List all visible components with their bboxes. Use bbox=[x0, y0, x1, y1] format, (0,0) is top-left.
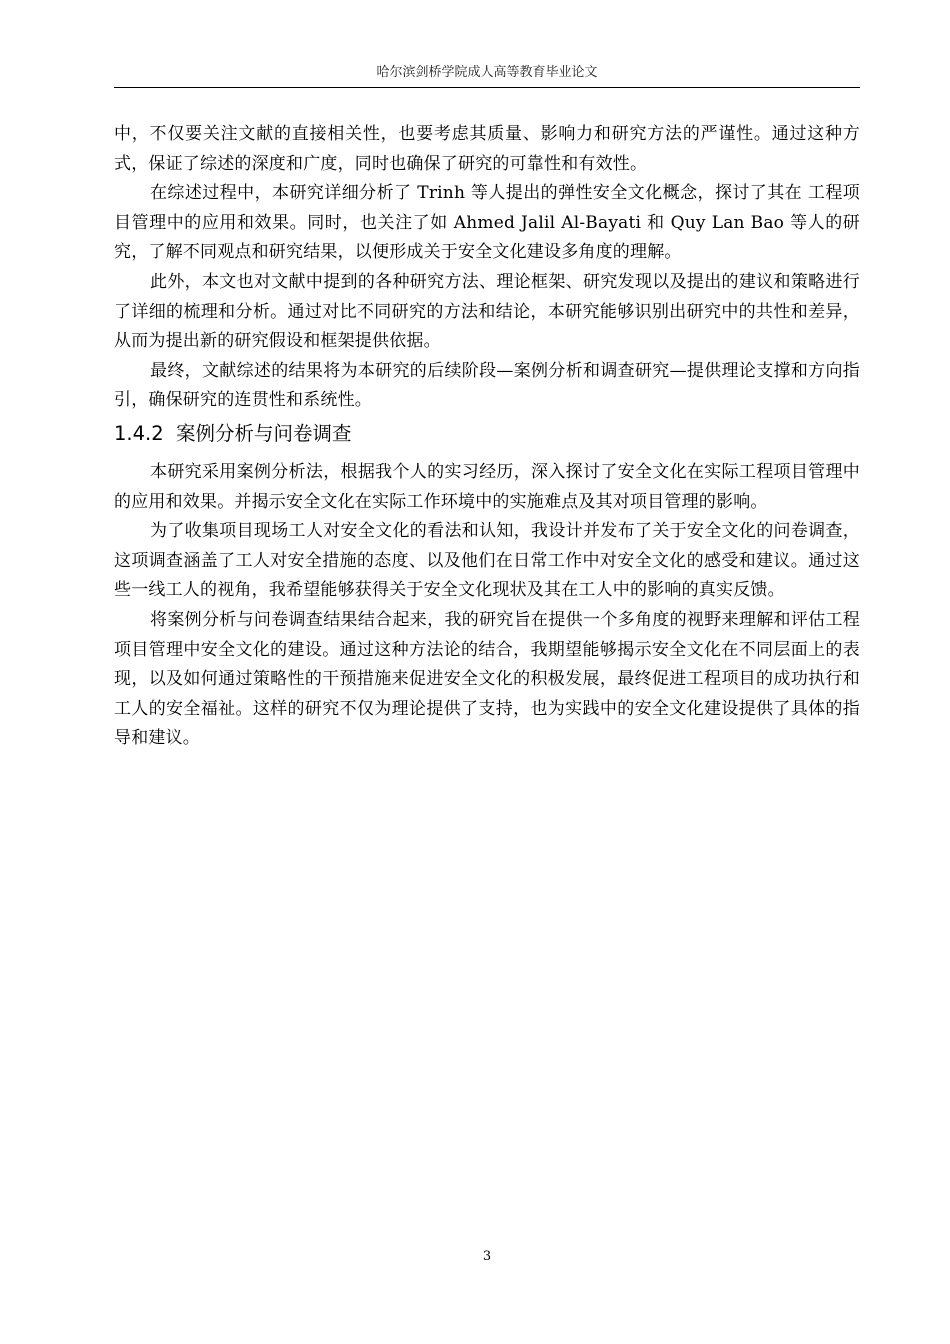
paragraph: 将案例分析与问卷调查结果结合起来，我的研究旨在提供一个多角度的视野来理解和评估工程项目管理中安全文化的建设。通过这种方法论的结合，我期望能够揭示安全文化在不同层面上的表现，以及如何通过策略性的干预措施来促进安全文化的积极发展，最终促进工程项目的成功执行和工人的安全福祉。这样的研究不仅为理论提供了支持，也为实践中的安全文化建设提供了具体的指导和建议。 bbox=[114, 609, 860, 749]
page-number: 3 bbox=[482, 1249, 492, 1264]
section-title: 案例分析与问卷调查 bbox=[176, 421, 352, 445]
paragraph: 为了收集项目现场工人对安全文化的看法和认知，我设计并发布了关于安全文化的问卷调查，这项调查涵盖了工人对安全措施的态度、以及他们在日常工作中对安全文化的感受和建议。通过这些一线工人的视角，我希望能够获得关于安全文化现状及其在工人中的影响的真实反馈。 bbox=[114, 521, 860, 601]
paragraph: 本研究采用案例分析法，根据我个人的实习经历，深入探讨了安全文化在实际工程项目管理中的应用和效果。并揭示安全文化在实际工作环境中的实施难点及其对项目管理的影响。 bbox=[114, 461, 860, 512]
section-heading bbox=[114, 420, 860, 448]
paragraph: 此外，本文也对文献中提到的各种研究方法、理论框架、研究发现以及提出的建议和策略进行了详细的梳理和分析。通过对比不同研究的方法和结论，本研究能够识别出研究中的共性和差异，从而为提出新的研究假设和框架提供依据。 bbox=[114, 271, 860, 352]
header-divider bbox=[114, 87, 860, 88]
paragraph: 在综述过程中，本研究详细分析了 Trinh 等人提出的弹性安全文化概念，探讨了其在 工程项目管理中的应用和效果。同时，也关注了如 Ahmed Jalil Al-Bayati 和 Quy Lan Bao 等人的研究，了解不同观点和研究结果，以便形成关于安全文化建设多角度的理解。 bbox=[114, 183, 860, 263]
paragraph-continued: 中，不仅要关注文献的直接相关性，也要考虑其质量、影响力和研究方法的严谨性。通过这种方式，保证了综述的深度和广度，同时也确保了研究的可靠性和有效性。 bbox=[114, 124, 860, 174]
running-header: 哈尔滨剑桥学院成人高等教育毕业论文 bbox=[376, 65, 598, 80]
section-number: 1.4.2 bbox=[114, 421, 164, 445]
paragraph: 最终，文献综述的结果将为本研究的后续阶段—案例分析和调查研究—提供理论支撑和方向指引，确保研究的连贯性和系统性。 bbox=[114, 360, 860, 411]
body-text bbox=[114, 120, 860, 754]
